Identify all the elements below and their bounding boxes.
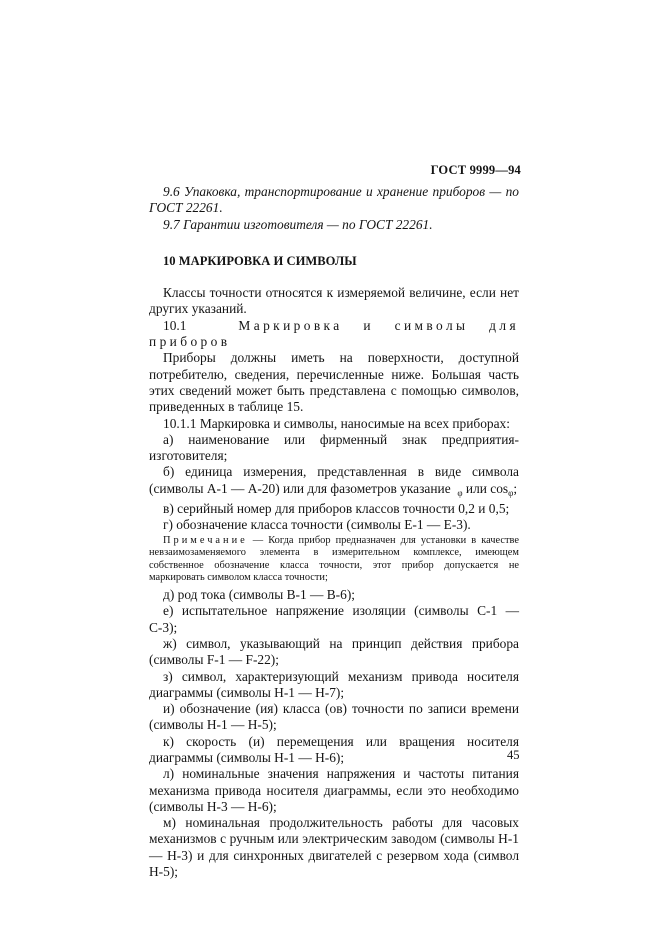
list-item-g: г) обозначение класса точности (символы Е-1 — Е-3). [163, 517, 471, 533]
list-item-a: а) наименование или фирменный знак предприятия-изготовителя; [149, 431, 519, 464]
list-item-zh: ж) символ, указывающий на принцип действия прибора (символы F-1 — F-22); [149, 635, 519, 668]
note-text: — Когда прибор предназначен для установки в качестве невзаимозаменяемого элемента в измерительном комплексе, имеющем собственное обозначение класса точности, этот прибор допускается не маркировать символом класса точности; [149, 534, 519, 584]
section-10-title: 10 МАРКИРОВКА И СИМВОЛЫ [163, 253, 357, 268]
list-item-l: л) номинальные значения напряжения и частоты питания механизма привода носителя диаграммы, если это необходимо (символы Н-3 — Н-6); [149, 766, 519, 814]
list-item-v: в) серийный номер для приборов классов точности 0,2 и 0,5; [163, 501, 510, 517]
list-item-k: к) скорость (и) перемещения или вращения носителя диаграммы (символы Н-1 — Н-6); [149, 733, 519, 765]
subsection-10-1-title: Маркировка и символы для приборов [149, 317, 520, 350]
phi-symbol: φ [457, 487, 463, 498]
page-content [149, 184, 519, 880]
subsection-10-1-heading [149, 318, 519, 351]
subsection-10-1-1: 10.1.1 Маркировка и символы, наносимые на всех приборах: [163, 415, 510, 431]
list-item-z: з) символ, характеризующий механизм привода носителя диаграммы (символы Н-1 — Н-7); [149, 668, 519, 700]
list-item-i: и) обозначение (ия) класса (ов) точности по записи времени (символы Н-1 — Н-5); [149, 701, 519, 733]
list-item-b [149, 464, 519, 501]
note-label: Примечание [163, 534, 248, 546]
list-item-e: е) испытательное напряжение изоляции (символы С-1 — С-3); [149, 603, 519, 635]
section-10-intro: Классы точности относятся к измеряемой величине, если нет других указаний. [149, 285, 519, 317]
list-item-d: д) род тока (символы В-1 — В-6); [163, 587, 356, 603]
clause-9-6: 9.6 Упаковка, транспортирование и хранение приборов — по ГОСТ 22261. [149, 184, 519, 216]
page-number: 45 [507, 748, 520, 762]
clause-9-7: 9.7 Гарантии изготовителя — по ГОСТ 22261. [163, 216, 433, 232]
list-item-b-end: ; [513, 480, 518, 496]
subsection-10-1-number: 10.1 [163, 317, 187, 333]
note-paragraph [149, 535, 519, 585]
subsection-10-1-text: Приборы должны иметь на поверхности, доступной потребителю, сведения, перечисленные ниже. Большая часть этих сведений может быть представлена с помощью символов, приведенных в таблице 15. [149, 350, 519, 415]
list-item-b-text: б) единица измерения, представленная в виде символа (символы А-1 — А-20) или для фазометров указание [149, 464, 519, 496]
phi-subscript: φ [508, 487, 514, 498]
list-item-m: м) номинальная продолжительность работы для часовых механизмов с ручным или электрическим заводом (символы Н-1 — Н-3) и для синхронных двигателей с резервом хода (символ Н-5); [149, 815, 519, 880]
cos-label: или cos [465, 480, 509, 496]
document-code-header: ГОСТ 9999—94 [430, 163, 521, 177]
